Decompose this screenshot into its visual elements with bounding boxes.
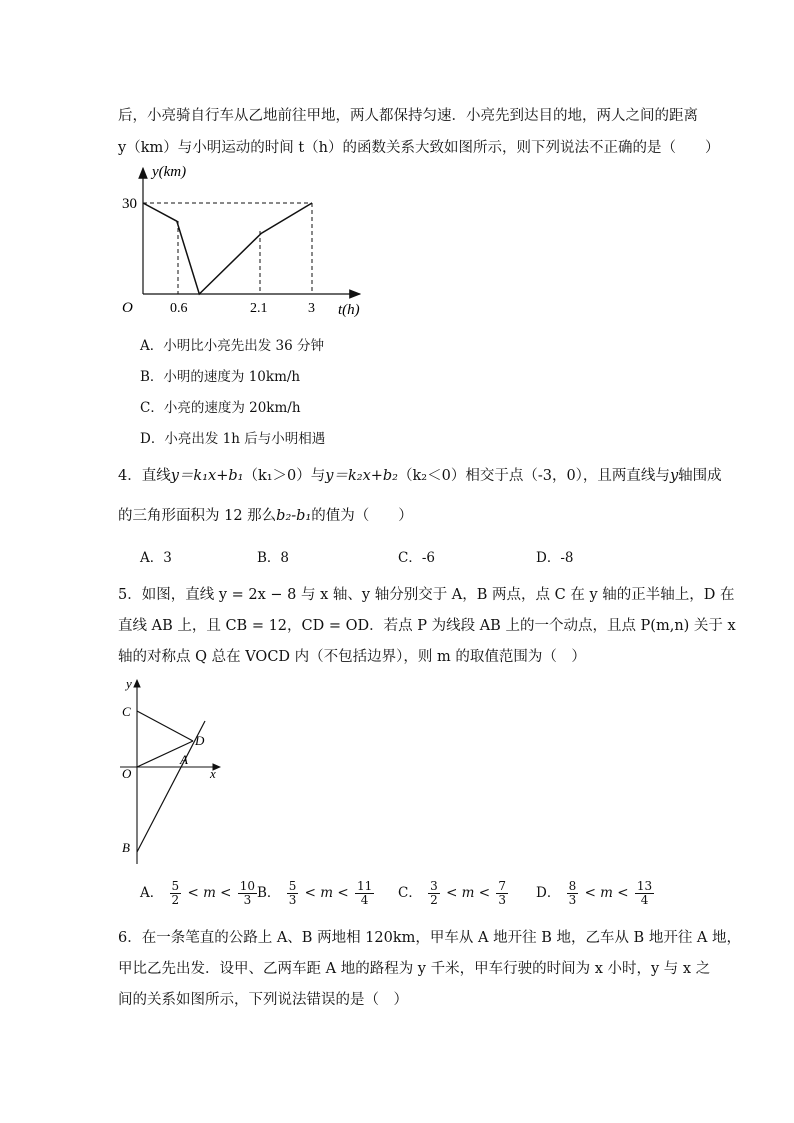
q5-text-line-2: 直线 AB 上，且 CB = 12，CD = OD．若点 P 为线段 AB 上的一个动点，且点 P(m,n) 关于 x [118, 618, 736, 634]
q5-label-d: D [195, 733, 205, 748]
q5-option-a [140, 880, 259, 907]
q5-label-a: A [180, 752, 188, 767]
q5-option-c-lower-fraction [428, 880, 440, 907]
q6-text-line-1: 6．在一条笔直的公路上 A、B 两地相 120km，甲车从 A 地开往 B 地，乙车从 B 地开往 A 地， [118, 930, 742, 946]
fraction-denominator: 4 [360, 893, 369, 907]
q5-option-d-upper-fraction [635, 880, 654, 907]
q5-option-d-letter: D． [536, 885, 561, 901]
q4-text-rest-1: 相交于点（-3，0），且两直线与 [465, 468, 670, 484]
fraction-denominator: 3 [498, 893, 507, 907]
q4-option-c: C．-6 [398, 550, 435, 566]
q4-condition-1: （k₁＞0） [243, 468, 311, 484]
q3-distance-time-graph [118, 158, 378, 324]
q3-x-tick-2.1: 2.1 [250, 301, 268, 316]
q4-option-d: D．-8 [536, 550, 574, 566]
fraction-numerator: 3 [430, 879, 438, 893]
fraction-numerator: 11 [356, 879, 373, 893]
q5-option-d [536, 880, 656, 907]
q5-option-a-upper-fraction [238, 880, 257, 907]
q5-label-y: y [126, 676, 132, 691]
q5-option-a-lower-fraction [170, 880, 182, 907]
q5-option-b-relation: < m < [304, 885, 349, 901]
q4-equation-1: y＝k₁x+b₁ [170, 468, 244, 484]
fraction-numerator: 13 [636, 879, 653, 893]
q5-label-c: C [122, 704, 131, 719]
q4-text-line-2 [118, 504, 413, 525]
q3-option-a: A．小明比小亮先出发 36 分钟 [140, 338, 325, 354]
fraction-numerator: 10 [239, 879, 256, 893]
q4-condition-2: （k₂＜0） [398, 468, 466, 484]
fraction-denominator: 3 [568, 893, 577, 907]
q3-option-d: D．小亮出发 1h 后与小明相遇 [140, 431, 326, 447]
q5-option-a-letter: A． [140, 885, 164, 901]
fraction-numerator: 5 [288, 879, 297, 893]
q4-equation-2: y＝k₂x+b₂ [325, 468, 398, 484]
q5-segment-cd [137, 711, 193, 741]
q5-label-b: B [122, 840, 130, 855]
q4-option-a: A．3 [140, 550, 172, 566]
q5-option-d-lower-fraction [567, 880, 579, 907]
q6-text-line-3: 间的关系如图所示，下列说法错误的是（ ） [118, 992, 408, 1008]
q5-option-b-lower-fraction [287, 880, 299, 907]
q4-y-axis-var: y [669, 468, 679, 484]
q5-option-c-letter: C． [398, 885, 422, 901]
q4-connector: 与 [310, 468, 326, 484]
q5-label-x: x [210, 766, 216, 781]
q3-series-line [143, 203, 312, 294]
fraction-denominator: 3 [243, 893, 252, 907]
q4-option-b: B．8 [257, 550, 290, 566]
q6-text-line-2: 甲比乙先出发．设甲、乙两车距 A 地的路程为 y 千米，甲车行驶的时间为 x 小时，y 与 x 之 [118, 961, 711, 977]
q5-option-c [398, 880, 510, 907]
q3-text-line-1: 后，小亮骑自行车从乙地前往甲地，两人都保持匀速．小亮先到达目的地，两人之间的距离 [118, 108, 698, 124]
q5-option-c-relation: < m < [446, 885, 491, 901]
q4-text-line-1 [118, 464, 722, 485]
q5-option-b-letter: B． [257, 885, 281, 901]
fraction-denominator: 3 [288, 893, 297, 907]
fraction-denominator: 2 [430, 893, 438, 907]
q4-text-rest-2: 轴围成 [678, 468, 722, 484]
q4-expression: b₂-b₁ [276, 508, 312, 524]
q4-text-line-2-b: 的值为（ ） [311, 508, 413, 524]
q3-text-line-2: y（km）与小明运动的时间 t（h）的函数关系大致如图所示，则下列说法不正确的是（ ） [118, 140, 720, 156]
q3-y-tick-30: 30 [122, 196, 137, 212]
fraction-denominator: 4 [640, 893, 649, 907]
q3-origin-label: O [122, 300, 133, 316]
q5-option-a-relation: < m < [187, 885, 232, 901]
q4-number: 4．直线 [118, 468, 171, 484]
q5-geometry-figure [118, 674, 236, 868]
q5-option-b-upper-fraction [355, 880, 374, 907]
q5-option-c-upper-fraction [496, 880, 508, 907]
q3-x-tick-3: 3 [308, 301, 315, 316]
q4-text-line-2-a: 的三角形面积为 12 那么 [118, 508, 277, 524]
q5-label-o: O [122, 766, 132, 781]
q3-option-c: C．小亮的速度为 20km/h [140, 400, 301, 416]
q3-y-axis-label: y(km) [152, 164, 187, 180]
fraction-numerator: 5 [171, 879, 180, 893]
q3-x-axis-label: t(h) [338, 302, 360, 318]
q3-option-b: B．小明的速度为 10km/h [140, 369, 301, 385]
fraction-numerator: 8 [568, 879, 577, 893]
q5-option-b [257, 880, 376, 907]
q3-x-tick-0.6: 0.6 [170, 301, 188, 316]
q5-text-line-1: 5．如图，直线 y = 2x − 8 与 x 轴、y 轴分别交于 A，B 两点，点 C 在 y 轴的正半轴上，D 在 [118, 587, 735, 603]
q5-option-d-relation: < m < [584, 885, 629, 901]
fraction-denominator: 2 [171, 893, 180, 907]
q5-text-line-3: 轴的对称点 Q 总在 VOCD 内（不包括边界），则 m 的取值范围为（ ） [118, 649, 586, 665]
fraction-numerator: 7 [498, 879, 507, 893]
